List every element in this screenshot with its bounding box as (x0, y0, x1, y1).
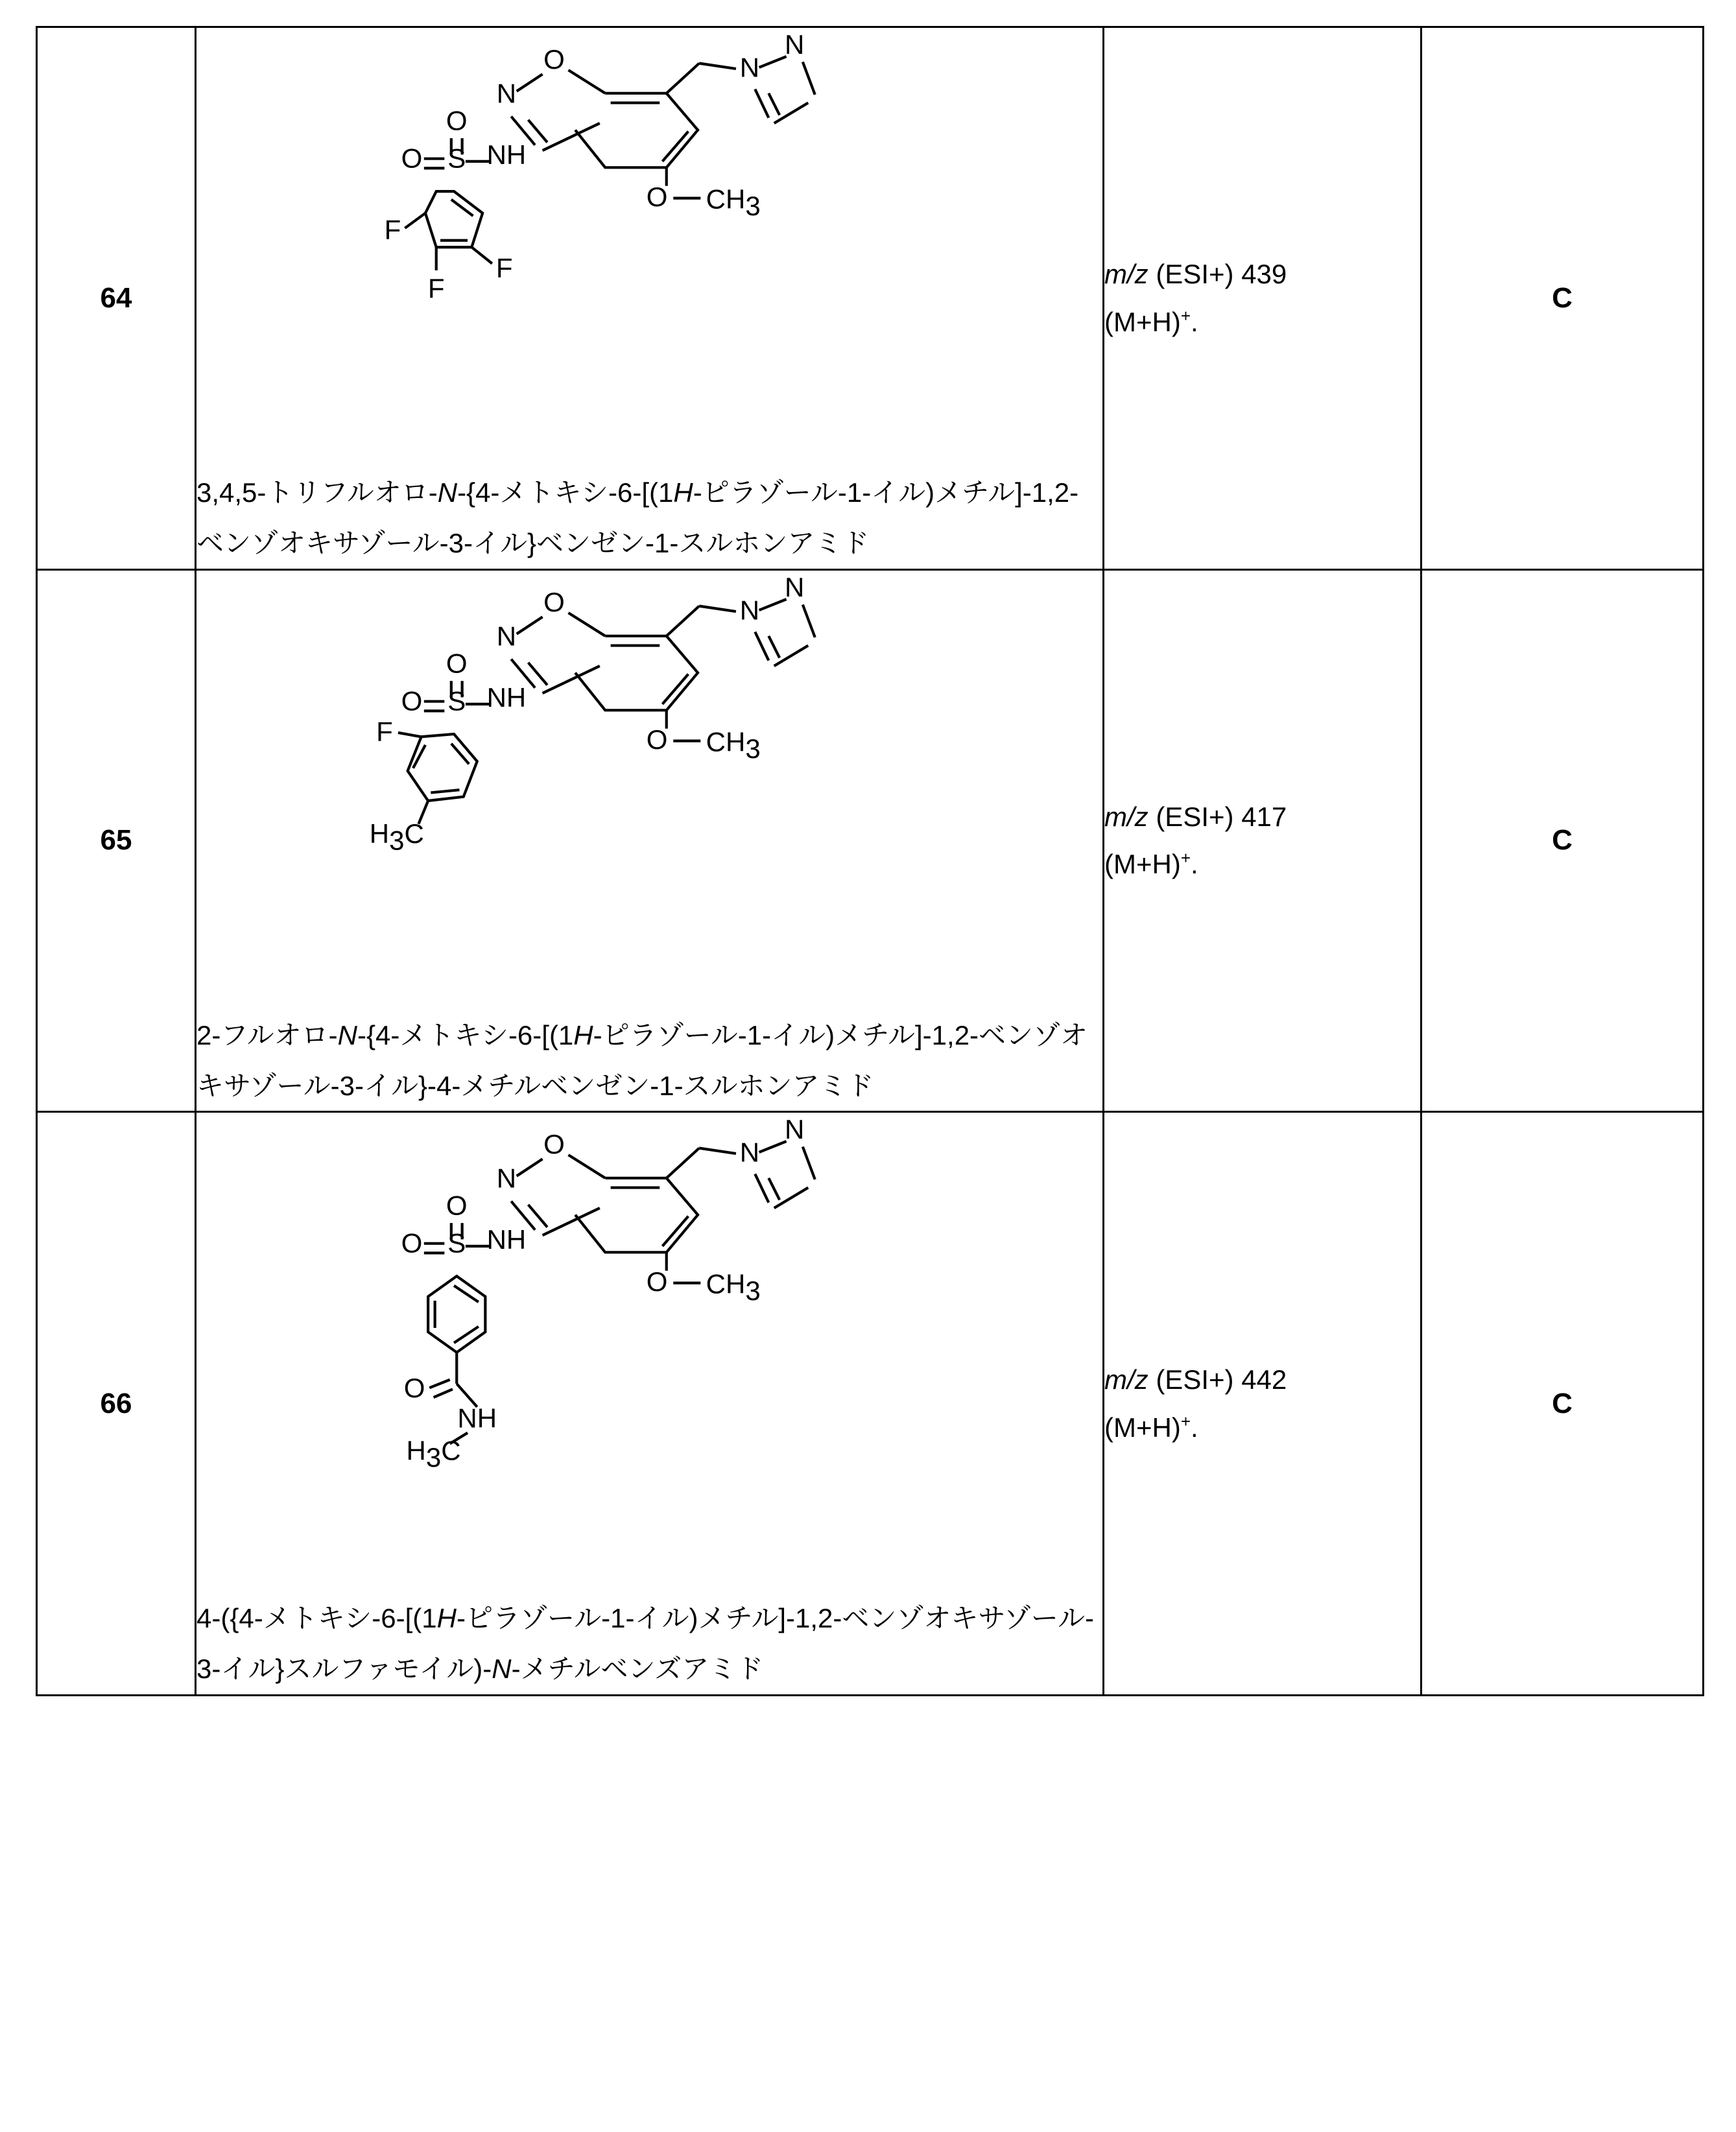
atom-label-O: O (543, 586, 565, 617)
atom-label-H3C: H3C (406, 1435, 461, 1473)
atom-label-N: N (496, 1163, 517, 1194)
atom-label-O: O (401, 1227, 423, 1259)
iupac-name (196, 1010, 1102, 1111)
atom-label-N: N (739, 52, 760, 83)
mz-value: (ESI+) 442 (1148, 1364, 1287, 1395)
atom-label-N: N (496, 621, 517, 652)
name-seg: 2-フルオロ- (196, 1019, 338, 1050)
atom-label-CH3: CH3 (706, 1268, 761, 1307)
name-seg: 3,4,5-トリフルオロ- (196, 477, 438, 508)
adduct-charge: + (1180, 305, 1191, 326)
name-seg-italic: N (437, 477, 458, 508)
adduct-period: . (1191, 1412, 1198, 1443)
adduct-period: . (1191, 849, 1198, 880)
atom-label-O: O (401, 143, 423, 174)
mz-label: m/z (1104, 1364, 1148, 1395)
name-seg-italic: H (436, 1603, 457, 1634)
chemical-structure-diagram-64 (196, 28, 1102, 464)
atom-label-O: O (403, 1373, 425, 1404)
atom-label-F: F (495, 252, 513, 283)
ms-cell (1104, 27, 1421, 570)
compound-number: 64 (37, 27, 196, 570)
atom-label-S: S (447, 1227, 466, 1259)
name-seg: -メチルベンズアミド (511, 1653, 764, 1685)
adduct-period: . (1191, 306, 1198, 337)
name-seg-italic: N (337, 1019, 357, 1050)
adduct-charge: + (1180, 1411, 1191, 1431)
adduct: (M+H) (1104, 1412, 1181, 1443)
compound-table (36, 26, 1704, 1696)
name-seg-italic: N (492, 1653, 512, 1685)
method-label: C (1421, 27, 1704, 570)
atom-label-O: O (646, 182, 668, 213)
atom-label-O: O (446, 105, 468, 136)
atom-label-N: N (739, 595, 760, 626)
atom-label-O: O (446, 648, 468, 679)
table-row (37, 27, 1704, 570)
method-label: C (1421, 569, 1704, 1112)
ms-line-1 (1104, 793, 1420, 841)
ms-cell (1104, 1112, 1421, 1696)
atom-label-N: N (785, 571, 805, 602)
atom-label-CH3: CH3 (706, 184, 761, 221)
name-seg: -{4-メトキシ-6-[(1 (457, 477, 674, 508)
atom-label-N: N (739, 1137, 760, 1168)
mz-value: (ESI+) 439 (1148, 259, 1287, 290)
chemical-structure-diagram-66 (196, 1113, 1102, 1589)
name-seg: -ピラゾール-1-イル)メチル]-1,2-ベンゾオキサゾール-3-イル}スルファモイル)- (196, 1603, 1095, 1685)
atom-label-F: F (376, 716, 393, 747)
atom-label-S: S (447, 143, 466, 174)
atom-label-F: F (384, 214, 401, 245)
atom-label-O: O (446, 1190, 468, 1221)
chemical-structure-diagram-65 (196, 571, 1102, 1006)
ms-line-2 (1104, 840, 1420, 888)
adduct: (M+H) (1104, 306, 1181, 337)
name-seg: -{4-メトキシ-6-[(1 (357, 1019, 574, 1050)
atom-label-O: O (543, 1129, 565, 1160)
structure-and-name-cell (196, 27, 1104, 570)
table-row (37, 569, 1704, 1112)
atom-label-CH3: CH3 (706, 726, 761, 764)
structure-and-name-cell (196, 1112, 1104, 1696)
adduct: (M+H) (1104, 849, 1181, 880)
atom-label-NH: NH (486, 681, 527, 713)
atom-label-NH: NH (457, 1403, 497, 1434)
ms-line-1 (1104, 1356, 1420, 1404)
atom-label-NH: NH (486, 139, 527, 171)
mz-label: m/z (1104, 801, 1148, 832)
atom-label-N: N (785, 29, 805, 60)
name-seg-italic: H (673, 477, 693, 508)
mz-value: (ESI+) 417 (1148, 801, 1287, 832)
ms-line-2 (1104, 1404, 1420, 1452)
atom-label-N: N (785, 1114, 805, 1145)
name-seg: -ピラゾール-1-イル)メチル]-1,2-ベンゾオキサゾール-3-イル}ベンゼン-1-スルホンアミド (196, 477, 1079, 558)
name-seg-italic: H (573, 1019, 593, 1050)
atom-label-N: N (496, 78, 517, 109)
structure-and-name-cell (196, 569, 1104, 1112)
compound-number: 66 (37, 1112, 196, 1696)
name-seg: -ピラゾール-1-イル)メチル]-1,2-ベンゾオキサゾール-3-イル}-4-メチルベンゼン-1-スルホンアミド (196, 1019, 1088, 1101)
atom-label-F: F (427, 272, 445, 303)
atom-label-NH: NH (486, 1224, 527, 1255)
adduct-charge: + (1180, 848, 1191, 868)
atom-label-O: O (646, 724, 668, 755)
atom-label-O: O (543, 44, 565, 75)
atom-label-O: O (646, 1266, 668, 1297)
ms-cell (1104, 569, 1421, 1112)
atom-label-H3C: H3C (369, 818, 424, 856)
iupac-name (196, 468, 1102, 568)
atom-label-O: O (401, 685, 423, 716)
atom-label-S: S (447, 685, 466, 716)
table-row (37, 1112, 1704, 1696)
ms-line-1 (1104, 250, 1420, 298)
name-seg: 4-({4-メトキシ-6-[(1 (196, 1603, 437, 1634)
iupac-name (196, 1593, 1102, 1694)
method-label: C (1421, 1112, 1704, 1696)
mz-label: m/z (1104, 259, 1148, 290)
compound-number: 65 (37, 569, 196, 1112)
ms-line-2 (1104, 298, 1420, 346)
